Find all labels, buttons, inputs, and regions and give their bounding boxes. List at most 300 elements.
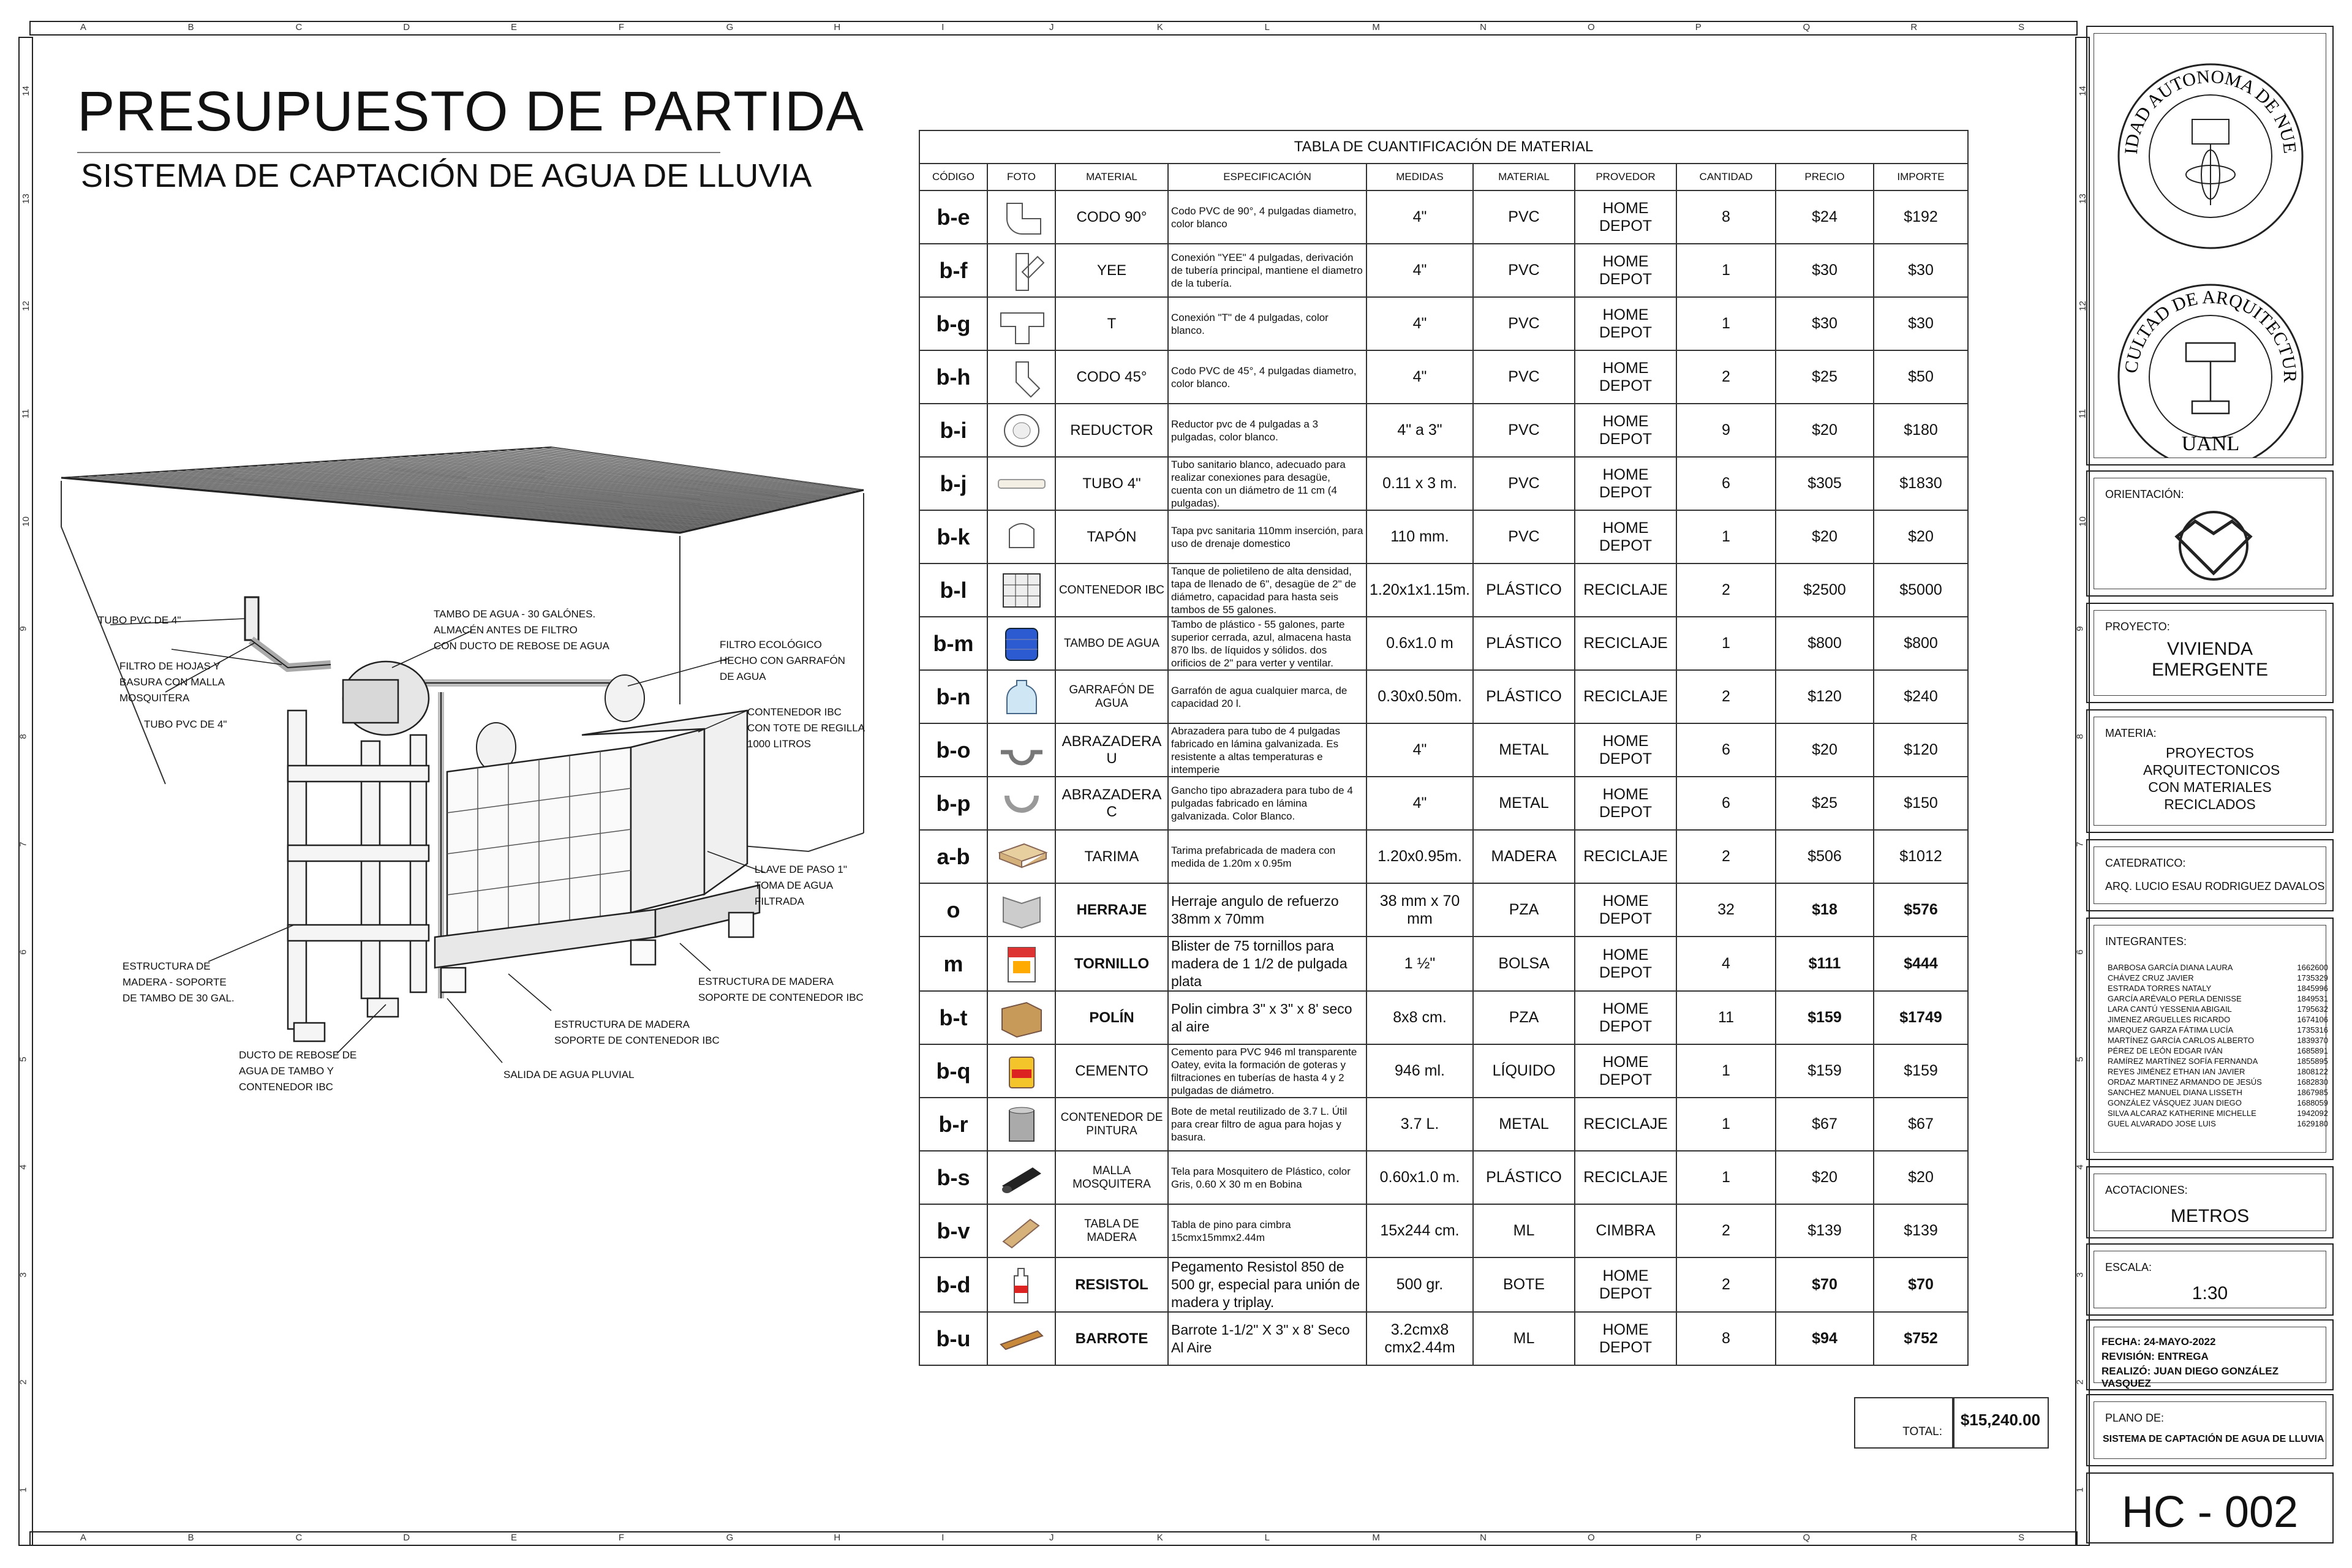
screw-pack-icon bbox=[995, 944, 1049, 984]
photo-cell bbox=[987, 1151, 1055, 1204]
precio-cell: $20 bbox=[1776, 510, 1874, 564]
member-row bbox=[2108, 993, 2328, 1004]
column-label: G bbox=[726, 1532, 734, 1543]
photo-cell bbox=[987, 723, 1055, 777]
row-label: 10 bbox=[2077, 516, 2088, 527]
spec-cell: Blister de 75 tornillos para madera de 1 1/2 de pulgada plata bbox=[1168, 937, 1366, 991]
importe-cell: $159 bbox=[1874, 1044, 1968, 1098]
callout-ducto-rebose: DUCTO DE REBOSE DE AGUA DE TAMBO Y CONTENEDOR IBC bbox=[239, 1049, 357, 1093]
precio-cell: $18 bbox=[1776, 883, 1874, 937]
column-header: PRECIO bbox=[1776, 164, 1874, 190]
spec-cell: Conexión "YEE" 4 pulgadas, derivación de tubería principal, mantiene el diametro de la tubería. bbox=[1168, 244, 1366, 297]
pipe-icon bbox=[995, 464, 1049, 504]
member-id: 1674106 bbox=[2297, 1015, 2328, 1024]
tipo-cell: PZA bbox=[1473, 883, 1575, 937]
realizo: REALIZÓ: JUAN DIEGO GONZÁLEZ VASQUEZ bbox=[2101, 1365, 2278, 1389]
code-cell: b-f bbox=[919, 244, 987, 297]
column-label: F bbox=[618, 22, 624, 32]
university-logo-box bbox=[2086, 26, 2334, 466]
member-id: 1849531 bbox=[2297, 994, 2328, 1003]
table-row bbox=[919, 1257, 1968, 1312]
code-cell: b-j bbox=[919, 457, 987, 510]
precio-cell: $25 bbox=[1776, 350, 1874, 404]
column-label: E bbox=[511, 22, 518, 32]
spec-cell: Tela para Mosquitero de Plástico, color Gris, 0.60 X 30 m en Bobina bbox=[1168, 1151, 1366, 1204]
code-cell: b-k bbox=[919, 510, 987, 564]
proveedor-cell: HOME DEPOT bbox=[1575, 723, 1676, 777]
code-cell: b-e bbox=[919, 190, 987, 244]
importe-cell: $50 bbox=[1874, 350, 1968, 404]
member-name: SANCHEZ MANUEL DIANA LISSETH bbox=[2108, 1088, 2242, 1097]
integrantes-box bbox=[2086, 918, 2334, 1160]
medidas-cell: 4" bbox=[1366, 723, 1473, 777]
tipo-cell: PVC bbox=[1473, 297, 1575, 350]
material-cell: RESISTOL bbox=[1055, 1257, 1168, 1312]
column-label: R bbox=[1910, 22, 1918, 32]
column-label: N bbox=[1480, 1532, 1487, 1543]
tipo-cell: LÍQUIDO bbox=[1473, 1044, 1575, 1098]
proveedor-cell: RECICLAJE bbox=[1575, 1098, 1676, 1151]
material-cell: ABRAZADERA C bbox=[1055, 777, 1168, 830]
spec-cell: Conexión "T" de 4 pulgadas, color blanco. bbox=[1168, 297, 1366, 350]
member-row bbox=[2108, 1066, 2328, 1077]
column-label: P bbox=[1695, 1532, 1702, 1543]
proveedor-cell: HOME DEPOT bbox=[1575, 991, 1676, 1044]
row-label: 1 bbox=[2075, 1487, 2086, 1493]
column-label: O bbox=[1587, 22, 1595, 32]
member-row bbox=[2108, 1014, 2328, 1025]
tipo-cell: BOLSA bbox=[1473, 937, 1575, 991]
material-cell: TORNILLO bbox=[1055, 937, 1168, 991]
code-cell: b-q bbox=[919, 1044, 987, 1098]
importe-cell: $120 bbox=[1874, 723, 1968, 777]
tipo-cell: ML bbox=[1473, 1312, 1575, 1365]
spec-cell: Codo PVC de 45°, 4 pulgadas diametro, color blanco. bbox=[1168, 350, 1366, 404]
importe-cell: $576 bbox=[1874, 883, 1968, 937]
member-row bbox=[2108, 1046, 2328, 1056]
photo-cell bbox=[987, 510, 1055, 564]
tipo-cell: BOTE bbox=[1473, 1257, 1575, 1312]
medidas-cell: 946 ml. bbox=[1366, 1044, 1473, 1098]
member-id: 1867985 bbox=[2297, 1088, 2328, 1097]
proveedor-cell: HOME DEPOT bbox=[1575, 937, 1676, 991]
title-underline bbox=[77, 152, 720, 153]
cantidad-cell: 6 bbox=[1676, 457, 1776, 510]
member-id: 1682830 bbox=[2297, 1077, 2328, 1087]
tipo-cell: ML bbox=[1473, 1204, 1575, 1257]
plano-value: SISTEMA DE CAPTACIÓN DE AGUA DE LLUVIA bbox=[2103, 1434, 2324, 1444]
importe-cell: $180 bbox=[1874, 404, 1968, 457]
column-label: J bbox=[1049, 22, 1054, 32]
member-row bbox=[2108, 962, 2328, 973]
photo-cell bbox=[987, 1312, 1055, 1365]
sheet-code-box bbox=[2086, 1472, 2334, 1544]
column-label: Q bbox=[1803, 22, 1811, 32]
c-clamp-icon bbox=[995, 783, 1049, 824]
tipo-cell: PLÁSTICO bbox=[1473, 564, 1575, 617]
precio-cell: $94 bbox=[1776, 1312, 1874, 1365]
table-row bbox=[919, 457, 1968, 510]
table-row bbox=[919, 297, 1968, 350]
tipo-cell: PLÁSTICO bbox=[1473, 670, 1575, 723]
spec-cell: Cemento para PVC 946 ml transparente Oatey, evita la formación de goteras y filtraciones en tuberías de hasta 4 y 2 pulgadas de diámetro. bbox=[1168, 1044, 1366, 1098]
code-cell: b-p bbox=[919, 777, 987, 830]
medidas-cell: 4" bbox=[1366, 777, 1473, 830]
column-header: CANTIDAD bbox=[1676, 164, 1776, 190]
photo-cell bbox=[987, 1257, 1055, 1312]
column-label: L bbox=[1264, 22, 1270, 32]
column-label: A bbox=[80, 22, 86, 32]
elbow-90-icon bbox=[995, 197, 1049, 238]
callout-contenedor-ibc: CONTENEDOR IBC CON TOTE DE REGILLA 1000 LITROS bbox=[747, 706, 865, 750]
column-label: J bbox=[1049, 1532, 1054, 1543]
university-seal-text: IDAD AUTONOMA DE NUE bbox=[2120, 66, 2301, 155]
escala-box bbox=[2086, 1243, 2334, 1316]
cantidad-cell: 8 bbox=[1676, 1312, 1776, 1365]
spec-cell: Reductor pvc de 4 pulgadas a 3 pulgadas, color blanco. bbox=[1168, 404, 1366, 457]
importe-cell: $1830 bbox=[1874, 457, 1968, 510]
material-cell: YEE bbox=[1055, 244, 1168, 297]
member-row bbox=[2108, 973, 2328, 983]
code-cell: o bbox=[919, 883, 987, 937]
code-cell: b-i bbox=[919, 404, 987, 457]
catedratico-label: CATEDRATICO: bbox=[2105, 857, 2186, 869]
tipo-cell: PVC bbox=[1473, 510, 1575, 564]
spec-cell: Herraje angulo de refuerzo 38mm x 70mm bbox=[1168, 883, 1366, 937]
cantidad-cell: 1 bbox=[1676, 1098, 1776, 1151]
table-row bbox=[919, 1204, 1968, 1257]
tipo-cell: PLÁSTICO bbox=[1473, 1151, 1575, 1204]
table-row bbox=[919, 404, 1968, 457]
page-subtitle: SISTEMA DE CAPTACIÓN DE AGUA DE LLUVIA bbox=[81, 157, 812, 194]
spec-cell: Garrafón de agua cualquier marca, de capacidad 20 l. bbox=[1168, 670, 1366, 723]
total-label: TOTAL: bbox=[1902, 1425, 1942, 1438]
column-label: M bbox=[1372, 22, 1380, 32]
row-label: 2 bbox=[2075, 1379, 2086, 1385]
precio-cell: $20 bbox=[1776, 1151, 1874, 1204]
code-cell: b-o bbox=[919, 723, 987, 777]
column-label: G bbox=[726, 22, 734, 32]
row-label: 8 bbox=[2075, 734, 2086, 739]
material-cell: HERRAJE bbox=[1055, 883, 1168, 937]
tipo-cell: PVC bbox=[1473, 457, 1575, 510]
cantidad-cell: 1 bbox=[1676, 1151, 1776, 1204]
photo-cell bbox=[987, 1044, 1055, 1098]
paint-can-icon bbox=[995, 1104, 1049, 1145]
member-name: BARBOSA GARCÍA DIANA LAURA bbox=[2108, 963, 2233, 972]
medidas-cell: 4" bbox=[1366, 190, 1473, 244]
code-cell: b-v bbox=[919, 1204, 987, 1257]
revision: REVISIÓN: ENTREGA bbox=[2101, 1351, 2209, 1362]
proveedor-cell: RECICLAJE bbox=[1575, 564, 1676, 617]
medidas-cell: 3.7 L. bbox=[1366, 1098, 1473, 1151]
member-row bbox=[2108, 1118, 2328, 1129]
cantidad-cell: 2 bbox=[1676, 350, 1776, 404]
column-header: MEDIDAS bbox=[1366, 164, 1473, 190]
column-header: FOTO bbox=[987, 164, 1055, 190]
column-label: P bbox=[1695, 22, 1702, 32]
proveedor-cell: RECICLAJE bbox=[1575, 830, 1676, 883]
table-row bbox=[919, 617, 1968, 670]
acotaciones-label: ACOTACIONES: bbox=[2105, 1184, 2188, 1196]
medidas-cell: 0.60x1.0 m. bbox=[1366, 1151, 1473, 1204]
callout-estructura-ibc-right: ESTRUCTURA DE MADERA SOPORTE DE CONTENEDOR IBC bbox=[698, 976, 864, 1003]
table-row bbox=[919, 350, 1968, 404]
code-cell: m bbox=[919, 937, 987, 991]
photo-cell bbox=[987, 883, 1055, 937]
proveedor-cell: HOME DEPOT bbox=[1575, 457, 1676, 510]
callout-llave-paso: LLAVE DE PASO 1" TOMA DE AGUA FILTRADA bbox=[755, 864, 847, 907]
photo-cell bbox=[987, 564, 1055, 617]
precio-cell: $800 bbox=[1776, 617, 1874, 670]
row-label: 4 bbox=[2075, 1164, 2086, 1170]
cantidad-cell: 2 bbox=[1676, 1204, 1776, 1257]
row-label: 8 bbox=[18, 734, 29, 739]
column-label: R bbox=[1910, 1532, 1918, 1543]
member-name: GARCÍA ARÉVALO PERLA DENISSE bbox=[2108, 994, 2242, 1003]
member-name: REYES JIMÉNEZ ETHAN IAN JAVIER bbox=[2108, 1067, 2245, 1076]
cantidad-cell: 32 bbox=[1676, 883, 1776, 937]
medidas-cell: 1 ½" bbox=[1366, 937, 1473, 991]
precio-cell: $67 bbox=[1776, 1098, 1874, 1151]
medidas-cell: 110 mm. bbox=[1366, 510, 1473, 564]
wood-stand bbox=[288, 710, 429, 1041]
member-id: 1839370 bbox=[2297, 1036, 2328, 1045]
material-quantity-table bbox=[919, 130, 1969, 1366]
row-label: 12 bbox=[2077, 301, 2088, 312]
material-cell: CONTENEDOR IBC bbox=[1055, 564, 1168, 617]
rainwater-system-drawing bbox=[43, 423, 888, 1145]
importe-cell: $1012 bbox=[1874, 830, 1968, 883]
table-row bbox=[919, 830, 1968, 883]
page-title: PRESUPUESTO DE PARTIDA bbox=[77, 80, 864, 143]
photo-cell bbox=[987, 297, 1055, 350]
row-label: 12 bbox=[20, 301, 31, 312]
precio-cell: $111 bbox=[1776, 937, 1874, 991]
row-label: 2 bbox=[18, 1379, 29, 1385]
photo-cell bbox=[987, 190, 1055, 244]
column-label: K bbox=[1156, 22, 1163, 32]
row-label: 14 bbox=[2077, 86, 2088, 96]
faculty-crest-icon bbox=[2186, 343, 2235, 413]
medidas-cell: 0.6x1.0 m bbox=[1366, 617, 1473, 670]
photo-cell bbox=[987, 937, 1055, 991]
importe-cell: $752 bbox=[1874, 1312, 1968, 1365]
elbow-45-icon bbox=[995, 357, 1049, 398]
row-label: 3 bbox=[2075, 1272, 2086, 1278]
north-arrow-icon bbox=[2158, 503, 2269, 582]
materia-label: MATERIA: bbox=[2105, 727, 2157, 739]
cantidad-cell: 2 bbox=[1676, 1257, 1776, 1312]
cap-icon bbox=[995, 517, 1049, 557]
proveedor-cell: HOME DEPOT bbox=[1575, 297, 1676, 350]
mesh-roll-icon bbox=[995, 1158, 1049, 1198]
angle-bracket-icon bbox=[995, 890, 1049, 930]
importe-cell: $20 bbox=[1874, 510, 1968, 564]
column-label: C bbox=[295, 1532, 303, 1543]
tipo-cell: METAL bbox=[1473, 1098, 1575, 1151]
corrugated-roof bbox=[61, 447, 864, 533]
row-label: 11 bbox=[20, 409, 31, 419]
proveedor-cell: HOME DEPOT bbox=[1575, 510, 1676, 564]
callout-salida-pluvial: SALIDA DE AGUA PLUVIAL bbox=[503, 1069, 635, 1080]
column-label: E bbox=[511, 1532, 518, 1543]
column-label: H bbox=[834, 22, 841, 32]
row-label: 10 bbox=[20, 516, 31, 527]
tipo-cell: PLÁSTICO bbox=[1473, 617, 1575, 670]
material-cell: CONTENEDOR DE PINTURA bbox=[1055, 1098, 1168, 1151]
cantidad-cell: 1 bbox=[1676, 1044, 1776, 1098]
medidas-cell: 4" bbox=[1366, 350, 1473, 404]
pallet-icon bbox=[995, 837, 1049, 877]
acotaciones-box bbox=[2086, 1166, 2334, 1238]
table-row bbox=[919, 510, 1968, 564]
table-header-row bbox=[919, 164, 1968, 190]
row-label: 5 bbox=[18, 1057, 29, 1062]
cantidad-cell: 8 bbox=[1676, 190, 1776, 244]
precio-cell: $20 bbox=[1776, 723, 1874, 777]
left-grid-ruler bbox=[18, 37, 33, 1546]
photo-cell bbox=[987, 1204, 1055, 1257]
tipo-cell: PVC bbox=[1473, 404, 1575, 457]
spec-cell: Codo PVC de 90°, 4 pulgadas diametro, color blanco bbox=[1168, 190, 1366, 244]
member-name: ORDAZ MARTINEZ ARMANDO DE JESÚS bbox=[2108, 1077, 2262, 1087]
code-cell: a-b bbox=[919, 830, 987, 883]
integrantes-label: INTEGRANTES: bbox=[2105, 935, 2187, 948]
row-label: 14 bbox=[20, 86, 31, 96]
row-label: 7 bbox=[2075, 842, 2086, 847]
column-header: MATERIAL bbox=[1473, 164, 1575, 190]
importe-cell: $192 bbox=[1874, 190, 1968, 244]
material-cell: TABLA DE MADERA bbox=[1055, 1204, 1168, 1257]
catedratico-value: ARQ. LUCIO ESAU RODRIGUEZ DAVALOS bbox=[2105, 880, 2325, 892]
member-name: JIMENEZ ARGUELLES RICARDO bbox=[2108, 1015, 2231, 1024]
code-cell: b-u bbox=[919, 1312, 987, 1365]
member-name: MARTÍNEZ GARCÍA CARLOS ALBERTO bbox=[2108, 1036, 2255, 1045]
medidas-cell: 38 mm x 70 mm bbox=[1366, 883, 1473, 937]
column-header: IMPORTE bbox=[1874, 164, 1968, 190]
member-id: 1629180 bbox=[2297, 1119, 2328, 1128]
materia-value: PROYECTOS ARQUITECTONICOS CON MATERIALES RECICLADOS bbox=[2143, 745, 2280, 812]
column-label: O bbox=[1587, 1532, 1595, 1543]
barrel-icon bbox=[995, 624, 1049, 664]
medidas-cell: 4" bbox=[1366, 297, 1473, 350]
cantidad-cell: 11 bbox=[1676, 991, 1776, 1044]
photo-cell bbox=[987, 244, 1055, 297]
total-label-cell bbox=[1854, 1397, 1954, 1449]
column-label: F bbox=[618, 1532, 624, 1543]
yee-fitting-icon bbox=[995, 251, 1049, 291]
sheet-code: HC - 002 bbox=[2121, 1488, 2299, 1537]
cantidad-cell: 4 bbox=[1676, 937, 1776, 991]
member-name: ESTRADA TORRES NATALY bbox=[2108, 984, 2212, 993]
spec-cell: Abrazadera para tubo de 4 pulgadas fabricado en lámina galvanizada. Es resistente a altas temperaturas e intemperie bbox=[1168, 723, 1366, 777]
member-name: SILVA ALCARAZ KATHERINE MICHELLE bbox=[2108, 1109, 2256, 1118]
uanl-seals bbox=[2094, 34, 2326, 458]
member-id: 1662600 bbox=[2297, 963, 2328, 972]
column-label: B bbox=[187, 1532, 194, 1543]
proveedor-cell: HOME DEPOT bbox=[1575, 350, 1676, 404]
precio-cell: $159 bbox=[1776, 991, 1874, 1044]
table-row bbox=[919, 1044, 1968, 1098]
spec-cell: Bote de metal reutilizado de 3.7 L. Útil para crear filtro de agua para hojas y basura. bbox=[1168, 1098, 1366, 1151]
material-cell: TUBO 4" bbox=[1055, 457, 1168, 510]
code-cell: b-n bbox=[919, 670, 987, 723]
medidas-cell: 500 gr. bbox=[1366, 1257, 1473, 1312]
photo-cell bbox=[987, 404, 1055, 457]
photo-cell bbox=[987, 1098, 1055, 1151]
medidas-cell: 15x244 cm. bbox=[1366, 1204, 1473, 1257]
member-id: 1685891 bbox=[2297, 1046, 2328, 1055]
members-list bbox=[2108, 962, 2328, 1129]
plano-box bbox=[2086, 1394, 2334, 1466]
photo-cell bbox=[987, 830, 1055, 883]
member-row bbox=[2108, 1098, 2328, 1108]
code-cell: b-s bbox=[919, 1151, 987, 1204]
medidas-cell: 0.30x0.50m. bbox=[1366, 670, 1473, 723]
spec-cell: Tarima prefabricada de madera con medida de 1.20m x 0.95m bbox=[1168, 830, 1366, 883]
member-row bbox=[2108, 1087, 2328, 1098]
material-cell: REDUCTOR bbox=[1055, 404, 1168, 457]
row-label: 6 bbox=[2075, 949, 2086, 955]
importe-cell: $70 bbox=[1874, 1257, 1968, 1312]
precio-cell: $20 bbox=[1776, 404, 1874, 457]
row-label: 11 bbox=[2077, 409, 2088, 419]
barrel-30-gal bbox=[343, 662, 429, 735]
cantidad-cell: 1 bbox=[1676, 297, 1776, 350]
table-row bbox=[919, 1098, 1968, 1151]
table-row bbox=[919, 244, 1968, 297]
tipo-cell: MADERA bbox=[1473, 830, 1575, 883]
table-caption: TABLA DE CUANTIFICACIÓN DE MATERIAL bbox=[919, 130, 1968, 164]
member-name: PÉREZ DE LEÓN EDGAR IVÁN bbox=[2108, 1046, 2223, 1055]
proveedor-cell: HOME DEPOT bbox=[1575, 1044, 1676, 1098]
material-cell: POLÍN bbox=[1055, 991, 1168, 1044]
member-row bbox=[2108, 1025, 2328, 1035]
table-row bbox=[919, 564, 1968, 617]
callout-estructura-tambo: ESTRUCTURA DE MADERA - SOPORTE DE TAMBO DE 30 GAL. bbox=[123, 960, 235, 1004]
cantidad-cell: 1 bbox=[1676, 617, 1776, 670]
column-label: A bbox=[80, 1532, 86, 1543]
precio-cell: $30 bbox=[1776, 244, 1874, 297]
column-label: M bbox=[1372, 1532, 1380, 1543]
member-id: 1845996 bbox=[2297, 984, 2328, 993]
spec-cell: Polin cimbra 3" x 3" x 8' seco al aire bbox=[1168, 991, 1366, 1044]
medidas-cell: 0.11 x 3 m. bbox=[1366, 457, 1473, 510]
column-header: MATERIAL bbox=[1055, 164, 1168, 190]
importe-cell: $30 bbox=[1874, 297, 1968, 350]
row-label: 6 bbox=[18, 949, 29, 955]
table-row bbox=[919, 777, 1968, 830]
medidas-cell: 1.20x1x1.15m. bbox=[1366, 564, 1473, 617]
proveedor-cell: HOME DEPOT bbox=[1575, 404, 1676, 457]
wood-batten-icon bbox=[995, 1319, 1049, 1359]
ibc-tank-icon bbox=[995, 570, 1049, 611]
project-label: PROYECTO: bbox=[2105, 620, 2170, 633]
column-header: PROVEDOR bbox=[1575, 164, 1676, 190]
medidas-cell: 8x8 cm. bbox=[1366, 991, 1473, 1044]
photo-cell bbox=[987, 617, 1055, 670]
photo-cell bbox=[987, 991, 1055, 1044]
cantidad-cell: 6 bbox=[1676, 723, 1776, 777]
member-id: 1808122 bbox=[2297, 1067, 2328, 1076]
importe-cell: $444 bbox=[1874, 937, 1968, 991]
cantidad-cell: 1 bbox=[1676, 244, 1776, 297]
proveedor-cell: HOME DEPOT bbox=[1575, 1312, 1676, 1365]
row-label: 13 bbox=[20, 193, 31, 204]
proveedor-cell: HOME DEPOT bbox=[1575, 777, 1676, 830]
importe-cell: $5000 bbox=[1874, 564, 1968, 617]
